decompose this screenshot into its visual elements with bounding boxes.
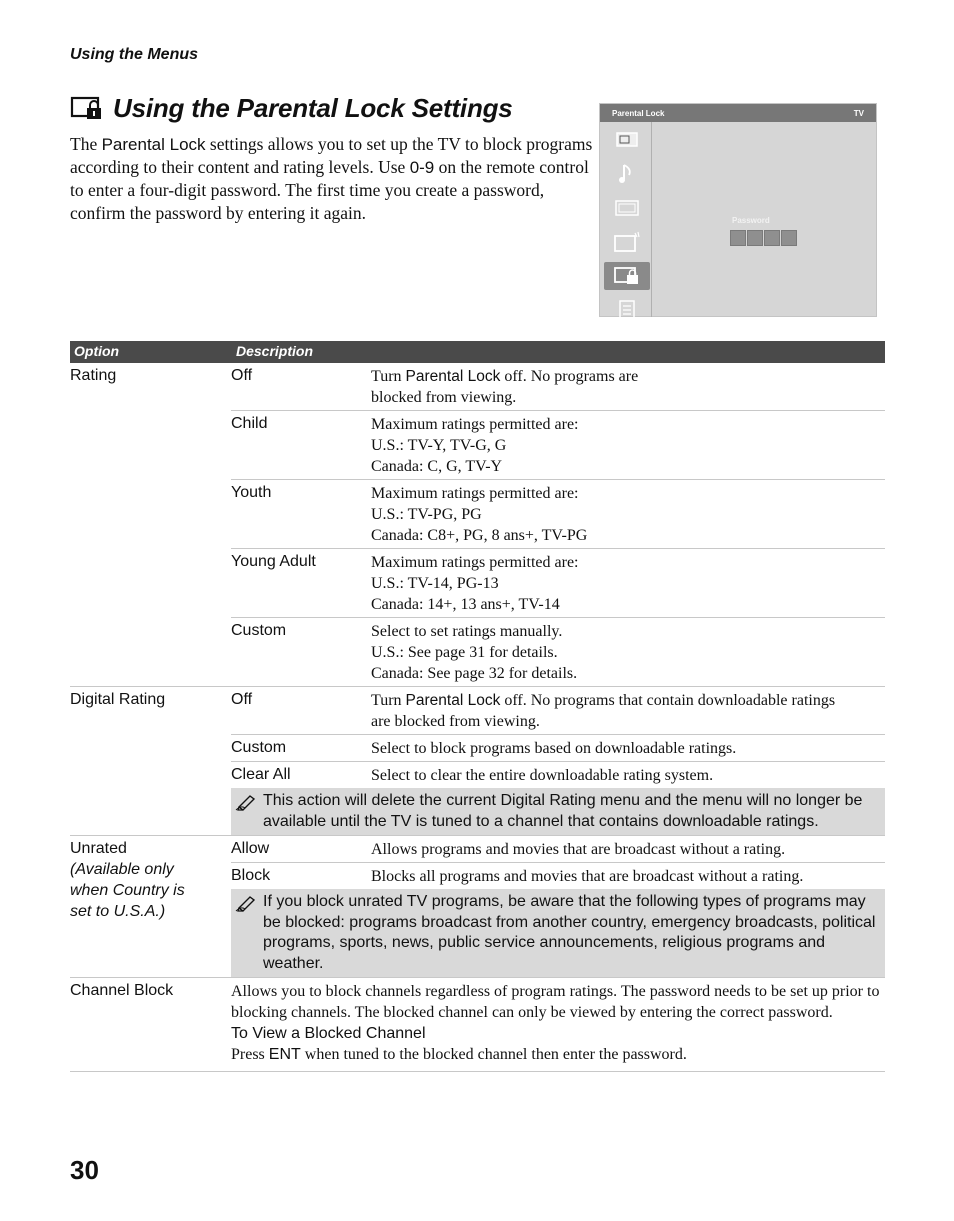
desc-line: Canada: 14+, 13 ans+, TV-14: [371, 596, 560, 613]
suboption-row: [231, 762, 885, 788]
suboption-label: Clear All: [231, 766, 291, 783]
intro-paragraph: [70, 133, 595, 225]
suboption-row: [231, 687, 885, 735]
desc-line: Maximum ratings permitted are:: [371, 485, 579, 502]
section-title: [70, 93, 513, 124]
intro-text: The: [70, 134, 102, 154]
setup-icon[interactable]: [604, 296, 650, 324]
parental-lock-icon[interactable]: [604, 262, 650, 290]
header-description: Description: [236, 343, 314, 359]
table-row-unrated: [70, 836, 885, 978]
desc-line: Canada: C8+, PG, 8 ans+, TV-PG: [371, 527, 588, 544]
desc-text: Turn: [371, 368, 406, 385]
tv-menu-screenshot: [599, 103, 877, 317]
table-header: [70, 341, 885, 363]
suboption-description: [371, 363, 885, 410]
suboption-label: Custom: [231, 739, 287, 756]
option-label: Channel Block: [70, 982, 174, 999]
table-row-digital-rating: [70, 687, 885, 836]
suboption-description: Select to clear the entire downloadable rating system.: [371, 767, 714, 784]
password-digit-box: [747, 230, 763, 246]
desc-line: Maximum ratings permitted are:: [371, 554, 579, 571]
osd-menu-title: Parental Lock: [612, 108, 665, 118]
suboption-label: Allow: [231, 840, 270, 857]
osd-sidebar: [600, 122, 652, 317]
desc-text: off. No programs are: [500, 368, 639, 385]
option-qualifier: (Available only when Country is set to U.S.A.): [70, 861, 185, 920]
suboption-label: Off: [231, 367, 253, 384]
desc-keyword: Parental Lock: [405, 692, 501, 709]
option-label: Rating: [70, 367, 117, 384]
suboption-label: Block: [231, 867, 271, 884]
suboption-row: [231, 618, 885, 686]
suboption-description: [371, 618, 885, 686]
running-header: Using the Menus: [70, 46, 199, 63]
note-pencil-icon: [235, 892, 263, 974]
parental-lock-icon: [70, 96, 104, 122]
intro-keyword-digits: 0-9: [409, 158, 435, 177]
desc-line: Select to set ratings manually.: [371, 623, 563, 640]
page-title: Using the Parental Lock Settings: [113, 93, 513, 123]
desc-line: Canada: See page 32 for details.: [371, 665, 578, 682]
suboption-row: [231, 480, 885, 549]
password-digit-box: [781, 230, 797, 246]
desc-line: U.S.: TV-PG, PG: [371, 506, 482, 523]
note-box: [231, 889, 885, 977]
note-pencil-icon: [235, 791, 263, 832]
note-box: [231, 788, 885, 835]
header-option: Option: [74, 343, 120, 359]
suboption-label: Off: [231, 691, 253, 708]
desc-text: are blocked from viewing.: [371, 713, 540, 730]
suboption-description: [371, 411, 885, 479]
suboption-row: [231, 836, 885, 863]
desc-instructions: [231, 1044, 885, 1065]
desc-text: when tuned to the blocked channel then enter the password.: [300, 1046, 687, 1063]
option-description: [231, 978, 885, 1071]
desc-line: Maximum ratings permitted are:: [371, 416, 579, 433]
channel-icon[interactable]: [604, 228, 650, 256]
desc-text: off. No programs that contain downloadable ratings: [500, 692, 836, 709]
desc-text: Press: [231, 1046, 269, 1063]
suboption-row: [231, 363, 885, 411]
suboption-row: [231, 549, 885, 618]
suboption-description: Allows programs and movies that are broadcast without a rating.: [371, 841, 786, 858]
suboption-label: Young Adult: [231, 553, 316, 570]
desc-subheading: To View a Blocked Channel: [231, 1025, 426, 1042]
intro-text: on the remote control to enter a four-digit password. The first time you create a password, confirm the password by entering it again.: [70, 157, 589, 223]
table-row-rating: [70, 363, 885, 687]
desc-keyword: ENT: [268, 1046, 301, 1063]
desc-line: Canada: C, G, TV-Y: [371, 458, 503, 475]
option-label: Unrated: [70, 840, 127, 857]
password-digit-box: [730, 230, 746, 246]
osd-title-bar: [600, 104, 876, 122]
desc-line: U.S.: TV-14, PG-13: [371, 575, 499, 592]
suboption-description: Select to block programs based on downloadable ratings.: [371, 740, 737, 757]
screen-icon[interactable]: [604, 194, 650, 222]
options-table: [70, 341, 885, 1072]
suboption-label: Child: [231, 415, 268, 432]
suboption-row: [231, 735, 885, 762]
suboption-description: [371, 549, 885, 617]
osd-password-field[interactable]: [730, 230, 797, 246]
picture-icon[interactable]: [604, 126, 650, 154]
desc-line: U.S.: See page 31 for details.: [371, 644, 558, 661]
option-label: Digital Rating: [70, 691, 166, 708]
sound-icon[interactable]: [604, 160, 650, 188]
page-number: 30: [70, 1155, 99, 1185]
suboption-row: [231, 411, 885, 480]
suboption-label: Custom: [231, 622, 287, 639]
desc-text: Turn: [371, 692, 406, 709]
desc-text: Allows you to block channels regardless of program ratings. The password needs to be set up prior to blocking channels. The blocked channel can only be viewed by entering the correct password.: [231, 983, 880, 1021]
suboption-label: Youth: [231, 484, 272, 501]
desc-keyword: Parental Lock: [405, 368, 501, 385]
suboption-description: Blocks all programs and movies that are broadcast without a rating.: [371, 868, 804, 885]
option-label-block: [70, 836, 231, 977]
osd-source: TV: [853, 108, 864, 118]
suboption-description: [371, 687, 885, 734]
password-digit-box: [764, 230, 780, 246]
intro-text: settings allows you to set up the TV to block programs according to their content and rating levels. Use: [70, 134, 593, 177]
note-text: If you block unrated TV programs, be aware that the following types of programs may be blocked: programs broadcast from another country, emergency broadcasts, political programs, sports, news, public service announcements, religious programs and weather.: [263, 893, 876, 972]
note-text: This action will delete the current Digital Rating menu and the menu will no longer be available until the TV is tuned to a channel that contains downloadable ratings.: [263, 792, 863, 830]
intro-keyword-parental-lock: Parental Lock: [101, 135, 206, 154]
osd-password-label: Password: [732, 216, 770, 225]
desc-line: U.S.: TV-Y, TV-G, G: [371, 437, 507, 454]
table-row-channel-block: [70, 978, 885, 1072]
suboption-row: [231, 863, 885, 889]
desc-text: blocked from viewing.: [371, 389, 517, 406]
suboption-description: [371, 480, 885, 548]
